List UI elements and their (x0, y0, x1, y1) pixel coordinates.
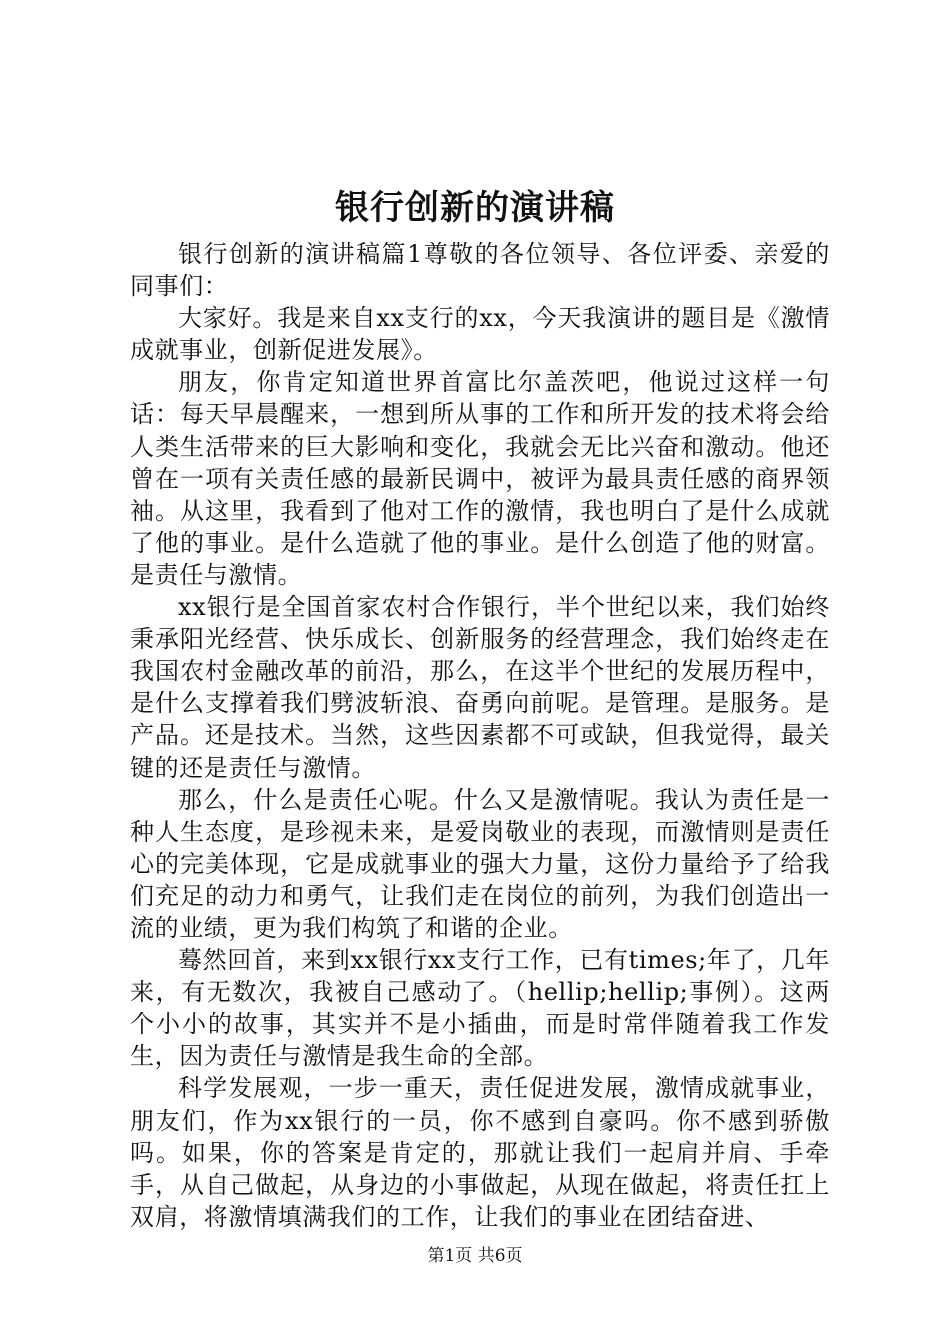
document-title: 银行创新的演讲稿 (335, 188, 615, 228)
document-body (130, 238, 830, 1233)
paragraph-5: 那么，什么是责任心呢。什么又是激情呢。我认为责任是一种人生态度，是珍视未来，是爱岗敬业的表现，而激情则是责任心的完美体现，它是成就事业的强大力量，这份力量给予了给我们充足的动力和勇气，让我们走在岗位的前列，为我们创造出一流的业绩，更为我们构筑了和谐的企业。 (130, 785, 830, 942)
page-footer: 第1页 共6页 (427, 1246, 523, 1266)
paragraph-2: 大家好。我是来自xx支行的xx，今天我演讲的题目是《激情成就事业，创新促进发展》。 (130, 304, 830, 365)
paragraph-7: 科学发展观，一步一重天，责任促进发展，激情成就事业，朋友们，作为xx银行的一员，你不感到自豪吗。你不感到骄傲吗。如果，你的答案是肯定的，那就让我们一起肩并肩、手牵手，从自己做起，从身边的小事做起，从现在做起，将责任扛上双肩，将激情填满我们的工作，让我们的事业在团结奋进、 (130, 1074, 830, 1231)
paragraph-6: 蓦然回首，来到xx银行xx支行工作，已有times;年了，几年来，有无数次，我被自己感动了。（hellip;hellip;事例）。这两个小小的故事，其实并不是小插曲，而是时常伴随着我工作发生，因为责任与激情是我生命的全部。 (130, 946, 830, 1071)
paragraph-4: xx银行是全国首家农村合作银行，半个世纪以来，我们始终秉承阳光经营、快乐成长、创新服务的经营理念，我们始终走在我国农村金融改革的前沿，那么，在这半个世纪的发展历程中，是什么支撑着我们劈波斩浪、奋勇向前呢。是管理。是服务。是产品。还是技术。当然，这些因素都不可或缺，但我觉得，最关键的还是责任与激情。 (130, 593, 830, 782)
paragraph-1: 银行创新的演讲稿篇1尊敬的各位领导、各位评委、亲爱的同事们： (130, 240, 830, 301)
paragraph-3: 朋友，你肯定知道世界首富比尔盖茨吧，他说过这样一句话：每天早晨醒来，一想到所从事的工作和所开发的技术将会给人类生活带来的巨大影响和变化，我就会无比兴奋和激动。他还曾在一项有关责任感的最新民调中，被评为最具责任感的商界领袖。从这里，我看到了他对工作的激情，我也明白了是什么成就了他的事业。是什么造就了他的事业。是什么创造了他的财富。是责任与激情。 (130, 368, 830, 589)
